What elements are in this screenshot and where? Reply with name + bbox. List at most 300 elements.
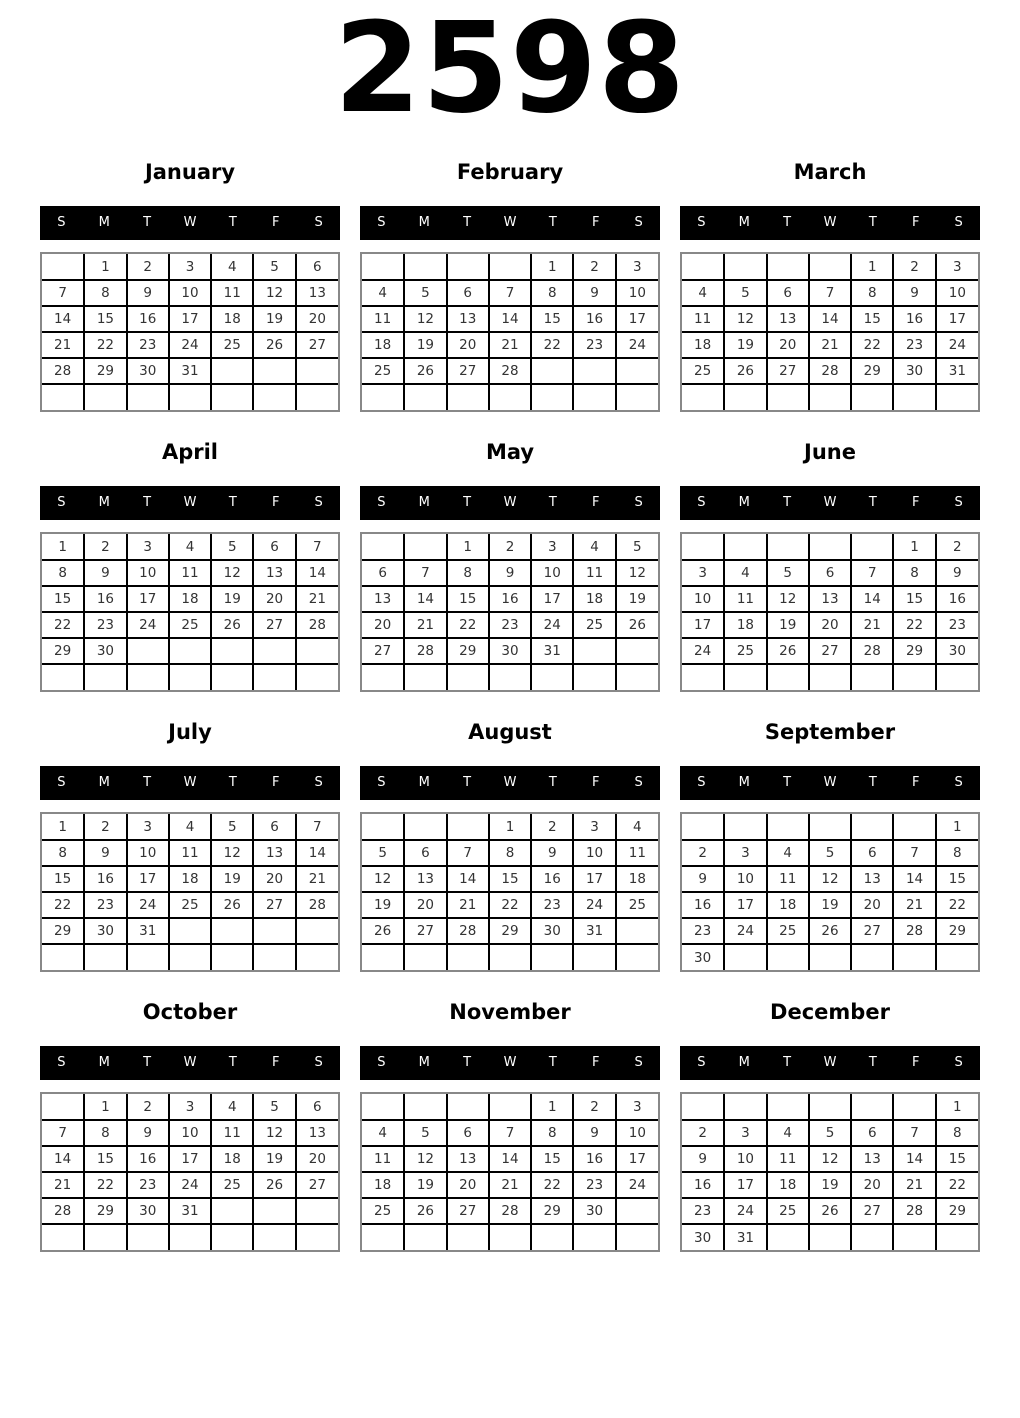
week-row (682, 306, 978, 332)
day-cell: 3 (127, 814, 169, 840)
week-row (362, 664, 658, 690)
day-cell: 11 (169, 840, 211, 866)
weekday-label: S (954, 1055, 963, 1070)
day-cell: 6 (404, 840, 446, 866)
day-cell: 12 (404, 1146, 446, 1172)
week-row (362, 638, 658, 664)
weekday-label: F (271, 1055, 280, 1070)
day-cell: 11 (211, 1120, 253, 1146)
weekday-label: M (738, 215, 750, 230)
weekday-header-bar (680, 1046, 980, 1080)
day-cell: 30 (936, 638, 978, 664)
day-cell: 24 (127, 892, 169, 918)
day-cell: 4 (169, 534, 211, 560)
day-cell: 18 (362, 332, 404, 358)
weekday-label: T (463, 495, 472, 510)
empty-cell (724, 254, 766, 280)
empty-cell (127, 1224, 169, 1250)
day-cell: 5 (809, 840, 851, 866)
day-cell: 31 (169, 1198, 211, 1224)
weekday-label: T (868, 775, 877, 790)
week-row (42, 944, 338, 970)
empty-cell (447, 944, 489, 970)
week-row (362, 384, 658, 410)
empty-cell (169, 918, 211, 944)
weekday-label: T (548, 215, 557, 230)
day-cell: 8 (893, 560, 935, 586)
weekday-label: S (634, 215, 643, 230)
week-row (682, 1120, 978, 1146)
empty-cell (616, 384, 658, 410)
day-cell: 15 (531, 1146, 573, 1172)
day-cell: 2 (682, 1120, 724, 1146)
empty-cell (447, 1094, 489, 1120)
day-cell: 2 (531, 814, 573, 840)
day-cell: 7 (893, 840, 935, 866)
day-cell: 26 (767, 638, 809, 664)
day-cell: 6 (362, 560, 404, 586)
weekday-label: M (98, 1055, 110, 1070)
weekday-label: T (463, 775, 472, 790)
day-cell: 7 (42, 280, 84, 306)
week-row (362, 918, 658, 944)
week-row (42, 1094, 338, 1120)
weekday-label: W (503, 215, 517, 230)
day-cell: 5 (809, 1120, 851, 1146)
day-cell: 21 (489, 332, 531, 358)
day-cell: 28 (42, 1198, 84, 1224)
day-cell: 24 (616, 332, 658, 358)
day-cell: 25 (767, 918, 809, 944)
week-row (42, 840, 338, 866)
weekday-label: T (463, 1055, 472, 1070)
day-cell: 5 (362, 840, 404, 866)
days-table (362, 254, 658, 410)
month-december (680, 1000, 980, 1280)
day-cell: 19 (767, 612, 809, 638)
empty-cell (724, 384, 766, 410)
empty-cell (169, 944, 211, 970)
empty-cell (253, 384, 295, 410)
day-cell: 16 (84, 586, 126, 612)
day-cell: 22 (447, 612, 489, 638)
day-cell: 4 (616, 814, 658, 840)
weekday-label: M (418, 215, 430, 230)
week-row (682, 280, 978, 306)
day-cell: 6 (296, 1094, 338, 1120)
day-cell: 22 (84, 332, 126, 358)
day-cell: 31 (127, 918, 169, 944)
day-cell: 23 (893, 332, 935, 358)
week-row (42, 306, 338, 332)
empty-cell (724, 1094, 766, 1120)
empty-cell (447, 814, 489, 840)
day-cell: 16 (84, 866, 126, 892)
day-cell: 6 (253, 814, 295, 840)
day-cell: 14 (809, 306, 851, 332)
empty-cell (682, 534, 724, 560)
empty-cell (616, 1198, 658, 1224)
empty-cell (296, 1224, 338, 1250)
days-table (682, 254, 978, 410)
week-row (42, 332, 338, 358)
day-cell: 13 (767, 306, 809, 332)
day-cell: 26 (253, 332, 295, 358)
day-cell: 16 (682, 892, 724, 918)
week-row (42, 254, 338, 280)
day-cell: 9 (682, 866, 724, 892)
empty-cell (616, 918, 658, 944)
empty-cell (169, 638, 211, 664)
day-cell: 1 (936, 1094, 978, 1120)
weekday-label: S (377, 775, 386, 790)
day-cell: 15 (42, 586, 84, 612)
empty-cell (404, 664, 446, 690)
day-cell: 10 (616, 280, 658, 306)
day-cell: 1 (489, 814, 531, 840)
day-cell: 6 (447, 1120, 489, 1146)
day-cell: 19 (253, 1146, 295, 1172)
day-cell: 9 (893, 280, 935, 306)
empty-cell (767, 534, 809, 560)
weekday-label: T (783, 775, 792, 790)
days-table (682, 1094, 978, 1250)
day-cell: 3 (169, 1094, 211, 1120)
week-row (682, 892, 978, 918)
empty-cell (573, 358, 615, 384)
day-cell: 1 (531, 1094, 573, 1120)
empty-cell (936, 384, 978, 410)
day-cell: 17 (724, 1172, 766, 1198)
day-cell: 6 (851, 1120, 893, 1146)
weekday-label: S (697, 1055, 706, 1070)
day-cell: 30 (84, 638, 126, 664)
day-cell: 11 (211, 280, 253, 306)
empty-cell (211, 1198, 253, 1224)
day-cell: 19 (809, 1172, 851, 1198)
day-cell: 16 (936, 586, 978, 612)
empty-cell (362, 1224, 404, 1250)
week-row (362, 560, 658, 586)
week-row (42, 664, 338, 690)
week-row (42, 384, 338, 410)
day-cell: 29 (42, 638, 84, 664)
month-title: July (168, 720, 212, 744)
day-cell: 2 (573, 254, 615, 280)
weekday-label: W (183, 1055, 197, 1070)
empty-cell (893, 944, 935, 970)
day-cell: 1 (893, 534, 935, 560)
day-cell: 11 (362, 306, 404, 332)
day-cell: 15 (84, 1146, 126, 1172)
week-row (362, 1120, 658, 1146)
day-cell: 14 (893, 866, 935, 892)
day-cell: 3 (682, 560, 724, 586)
day-cell: 28 (489, 358, 531, 384)
weekday-label: F (911, 495, 920, 510)
weekday-label: F (911, 775, 920, 790)
day-cell: 8 (936, 1120, 978, 1146)
days-table (42, 814, 338, 970)
month-grid-frame (360, 812, 660, 972)
empty-cell (84, 664, 126, 690)
weekday-label: F (271, 495, 280, 510)
empty-cell (573, 638, 615, 664)
empty-cell (362, 254, 404, 280)
day-cell: 13 (253, 840, 295, 866)
weekday-label: M (98, 495, 110, 510)
day-cell: 24 (724, 1198, 766, 1224)
day-cell: 24 (573, 892, 615, 918)
weekday-label: M (418, 495, 430, 510)
empty-cell (127, 638, 169, 664)
month-grid-frame (40, 252, 340, 412)
day-cell: 30 (127, 1198, 169, 1224)
day-cell: 30 (127, 358, 169, 384)
empty-cell (253, 1224, 295, 1250)
weekday-label: M (738, 495, 750, 510)
day-cell: 24 (936, 332, 978, 358)
day-cell: 5 (404, 1120, 446, 1146)
day-cell: 11 (767, 866, 809, 892)
day-cell: 30 (531, 918, 573, 944)
empty-cell (724, 944, 766, 970)
day-cell: 17 (169, 1146, 211, 1172)
empty-cell (169, 384, 211, 410)
day-cell: 19 (362, 892, 404, 918)
empty-cell (362, 664, 404, 690)
weekday-header-bar (680, 206, 980, 240)
day-cell: 28 (809, 358, 851, 384)
day-cell: 27 (404, 918, 446, 944)
week-row (42, 358, 338, 384)
weekday-label: S (634, 775, 643, 790)
day-cell: 18 (616, 866, 658, 892)
empty-cell (531, 1224, 573, 1250)
day-cell: 26 (211, 612, 253, 638)
day-cell: 14 (42, 1146, 84, 1172)
day-cell: 14 (893, 1146, 935, 1172)
day-cell: 10 (169, 1120, 211, 1146)
day-cell: 27 (851, 918, 893, 944)
weekday-label: M (738, 775, 750, 790)
week-row (362, 280, 658, 306)
empty-cell (682, 1094, 724, 1120)
empty-cell (362, 944, 404, 970)
day-cell: 25 (169, 612, 211, 638)
day-cell: 20 (296, 1146, 338, 1172)
months-grid (0, 160, 1020, 1280)
day-cell: 23 (573, 332, 615, 358)
day-cell: 10 (936, 280, 978, 306)
week-row (682, 586, 978, 612)
month-september (680, 720, 980, 1000)
empty-cell (573, 384, 615, 410)
day-cell: 15 (84, 306, 126, 332)
weekday-label: W (503, 775, 517, 790)
weekday-label: S (57, 775, 66, 790)
day-cell: 19 (404, 332, 446, 358)
weekday-header-bar (40, 1046, 340, 1080)
day-cell: 2 (682, 840, 724, 866)
day-cell: 21 (851, 612, 893, 638)
day-cell: 22 (531, 1172, 573, 1198)
day-cell: 18 (724, 612, 766, 638)
empty-cell (851, 534, 893, 560)
day-cell: 28 (893, 918, 935, 944)
day-cell: 16 (127, 1146, 169, 1172)
empty-cell (362, 814, 404, 840)
day-cell: 26 (809, 918, 851, 944)
weekday-label: F (271, 215, 280, 230)
days-table (362, 814, 658, 970)
day-cell: 10 (169, 280, 211, 306)
day-cell: 25 (169, 892, 211, 918)
empty-cell (682, 384, 724, 410)
week-row (362, 332, 658, 358)
day-cell: 20 (851, 1172, 893, 1198)
week-row (682, 254, 978, 280)
month-grid-frame (360, 532, 660, 692)
day-cell: 3 (616, 1094, 658, 1120)
empty-cell (682, 814, 724, 840)
day-cell: 8 (42, 840, 84, 866)
day-cell: 4 (724, 560, 766, 586)
weekday-header-bar (360, 766, 660, 800)
empty-cell (253, 664, 295, 690)
day-cell: 6 (296, 254, 338, 280)
day-cell: 26 (404, 358, 446, 384)
week-row (362, 892, 658, 918)
day-cell: 23 (573, 1172, 615, 1198)
day-cell: 26 (809, 1198, 851, 1224)
day-cell: 6 (253, 534, 295, 560)
day-cell: 15 (42, 866, 84, 892)
day-cell: 17 (573, 866, 615, 892)
day-cell: 4 (211, 1094, 253, 1120)
empty-cell (296, 358, 338, 384)
day-cell: 1 (447, 534, 489, 560)
year-title: 2598 (334, 0, 686, 141)
day-cell: 15 (851, 306, 893, 332)
empty-cell (616, 358, 658, 384)
day-cell: 25 (211, 1172, 253, 1198)
week-row (362, 586, 658, 612)
day-cell: 6 (809, 560, 851, 586)
day-cell: 30 (682, 1224, 724, 1250)
weekday-header-bar (40, 766, 340, 800)
day-cell: 7 (404, 560, 446, 586)
day-cell: 15 (893, 586, 935, 612)
empty-cell (767, 254, 809, 280)
day-cell: 29 (936, 918, 978, 944)
weekday-label: T (463, 215, 472, 230)
day-cell: 14 (851, 586, 893, 612)
month-grid-frame (360, 252, 660, 412)
day-cell: 28 (489, 1198, 531, 1224)
month-title: November (449, 1000, 571, 1024)
day-cell: 22 (936, 892, 978, 918)
weekday-label: T (868, 215, 877, 230)
day-cell: 13 (851, 866, 893, 892)
day-cell: 26 (404, 1198, 446, 1224)
week-row (362, 1224, 658, 1250)
weekday-header-bar (360, 1046, 660, 1080)
month-title: May (485, 440, 535, 464)
day-cell: 22 (893, 612, 935, 638)
weekday-label: T (143, 775, 152, 790)
day-cell: 30 (489, 638, 531, 664)
week-row (362, 840, 658, 866)
day-cell: 25 (682, 358, 724, 384)
day-cell: 22 (936, 1172, 978, 1198)
week-row (42, 560, 338, 586)
day-cell: 27 (296, 1172, 338, 1198)
day-cell: 31 (531, 638, 573, 664)
week-row (362, 944, 658, 970)
week-row (682, 1094, 978, 1120)
day-cell: 25 (362, 358, 404, 384)
month-title: September (764, 720, 896, 744)
day-cell: 8 (531, 1120, 573, 1146)
day-cell: 22 (851, 332, 893, 358)
day-cell: 26 (253, 1172, 295, 1198)
empty-cell (404, 814, 446, 840)
empty-cell (489, 1094, 531, 1120)
week-row (682, 332, 978, 358)
empty-cell (127, 944, 169, 970)
empty-cell (809, 534, 851, 560)
day-cell: 25 (362, 1198, 404, 1224)
day-cell: 12 (211, 840, 253, 866)
day-cell: 3 (531, 534, 573, 560)
empty-cell (253, 944, 295, 970)
empty-cell (936, 1224, 978, 1250)
empty-cell (936, 944, 978, 970)
day-cell: 20 (296, 306, 338, 332)
day-cell: 11 (616, 840, 658, 866)
empty-cell (42, 1094, 84, 1120)
day-cell: 7 (296, 534, 338, 560)
day-cell: 2 (127, 1094, 169, 1120)
weekday-label: S (634, 495, 643, 510)
day-cell: 1 (851, 254, 893, 280)
week-row (682, 840, 978, 866)
empty-cell (296, 638, 338, 664)
month-title: April (161, 440, 219, 464)
empty-cell (489, 664, 531, 690)
week-row (682, 612, 978, 638)
empty-cell (682, 664, 724, 690)
empty-cell (296, 664, 338, 690)
day-cell: 5 (724, 280, 766, 306)
day-cell: 27 (362, 638, 404, 664)
weekday-label: W (823, 215, 837, 230)
week-row (362, 534, 658, 560)
empty-cell (211, 664, 253, 690)
empty-cell (851, 1094, 893, 1120)
empty-cell (893, 664, 935, 690)
day-cell: 21 (489, 1172, 531, 1198)
day-cell: 26 (616, 612, 658, 638)
days-table (362, 1094, 658, 1250)
weekday-label: T (868, 1055, 877, 1070)
empty-cell (573, 664, 615, 690)
month-march (680, 160, 980, 440)
day-cell: 8 (936, 840, 978, 866)
weekday-label: W (183, 775, 197, 790)
week-row (682, 1146, 978, 1172)
